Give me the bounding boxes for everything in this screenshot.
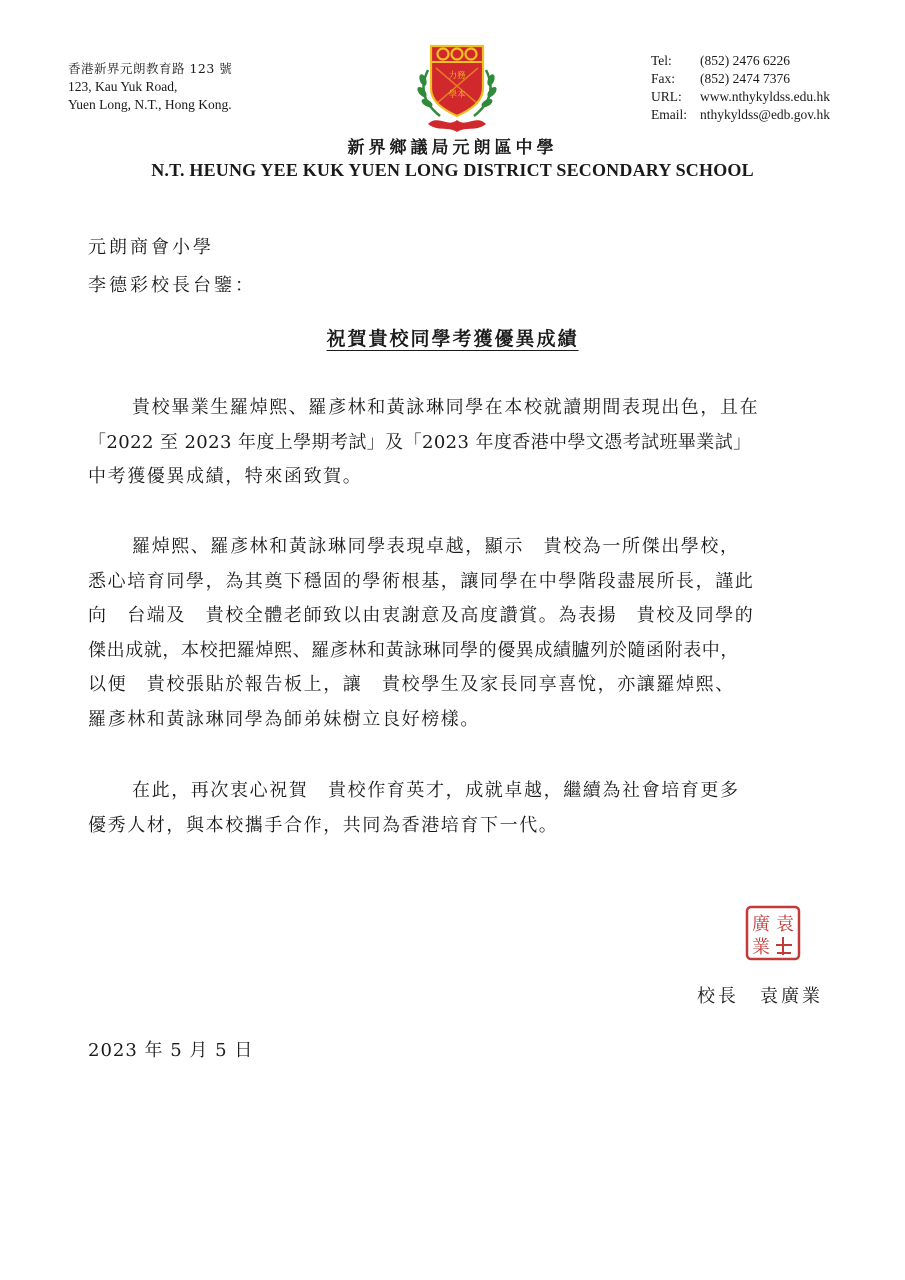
school-name-chinese: 新界鄉議局元朗區中學 [347, 138, 558, 158]
paragraph-line: 向 台端及 貴校全體老師致以由衷謝意及高度讚賞。為表揚 貴校及同學的 [88, 605, 755, 627]
address-english-line-2: Yuen Long, N.T., Hong Kong. [68, 97, 232, 112]
letter-date: 2023 年 5 月 5 日 [88, 1040, 254, 1061]
svg-text:廣: 廣 [752, 914, 770, 935]
paragraph-3 [88, 774, 824, 843]
school-address [68, 60, 232, 114]
paragraph-line: 中考獲優異成績，特來函致賀。 [88, 466, 363, 488]
recipient-salutation: 李德彩校長台鑒： [88, 275, 256, 296]
paragraph-2 [88, 530, 824, 738]
contact-row-url: URL: www.nthykyldss.edu.hk [651, 89, 830, 104]
recipient-school: 元朗商會小學 [88, 237, 214, 258]
letter-title: 祝賀貴校同學考獲優異成績 [326, 328, 579, 350]
school-contact-info [651, 52, 830, 124]
paragraph-line: 優秀人材，與本校攜手合作，共同為香港培育下一代。 [88, 814, 559, 836]
paragraph-line: 悉心培育同學，為其奠下穩固的學術根基，讓同學在中學階段盡展所長，謹此 [88, 570, 755, 592]
svg-text:業: 業 [752, 937, 770, 958]
address-english-line-1: 123, Kau Yuk Road, [68, 79, 178, 94]
school-crest-logo [414, 40, 500, 136]
contact-row-tel: Tel: (852) 2476 6226 [651, 53, 790, 68]
paragraph-line: 羅彥林和黃詠琳同學為師弟妹樹立良好榜樣。 [88, 708, 480, 730]
paragraph-line: 在此，再次衷心祝賀 貴校作育英才，成就卓越，繼續為社會培育更多 [132, 780, 740, 801]
principal-signature: 校長 袁廣業 [697, 986, 823, 1007]
principal-seal-stamp [745, 905, 801, 961]
logo-motto-bottom: 學本 [448, 90, 466, 100]
school-name-english: N.T. HEUNG YEE KUK YUEN LONG DISTRICT SECONDARY SCHOOL [151, 160, 754, 180]
contact-row-fax: Fax: (852) 2474 7376 [651, 71, 790, 86]
paragraph-line: 貴校畢業生羅焯熙、羅彥林和黃詠琳同學在本校就讀期間表現出色，且在 [132, 397, 760, 418]
paragraph-line: 羅焯熙、羅彥林和黃詠琳同學表現卓越，顯示 貴校為一所傑出學校， [132, 536, 740, 557]
paragraph-line: 「2022 至 2023 年度上學期考試」及「2023 年度香港中學文憑考試班畢業試」 [88, 431, 752, 453]
paragraph-line: 以便 貴校張貼於報告板上，讓 貴校學生及家長同享喜悅，亦讓羅焯熙、 [88, 674, 735, 696]
svg-text:袁: 袁 [776, 914, 794, 935]
contact-row-email: Email: nthykyldss@edb.gov.hk [651, 107, 831, 122]
paragraph-line: 傑出成就，本校把羅焯熙、羅彥林和黃詠琳同學的優異成績臚列於隨函附表中， [88, 639, 739, 661]
paragraph-1 [88, 391, 824, 495]
address-chinese: 香港新界元朗教育路 123 號 [68, 61, 233, 76]
logo-motto-top: 力務 [448, 71, 466, 81]
